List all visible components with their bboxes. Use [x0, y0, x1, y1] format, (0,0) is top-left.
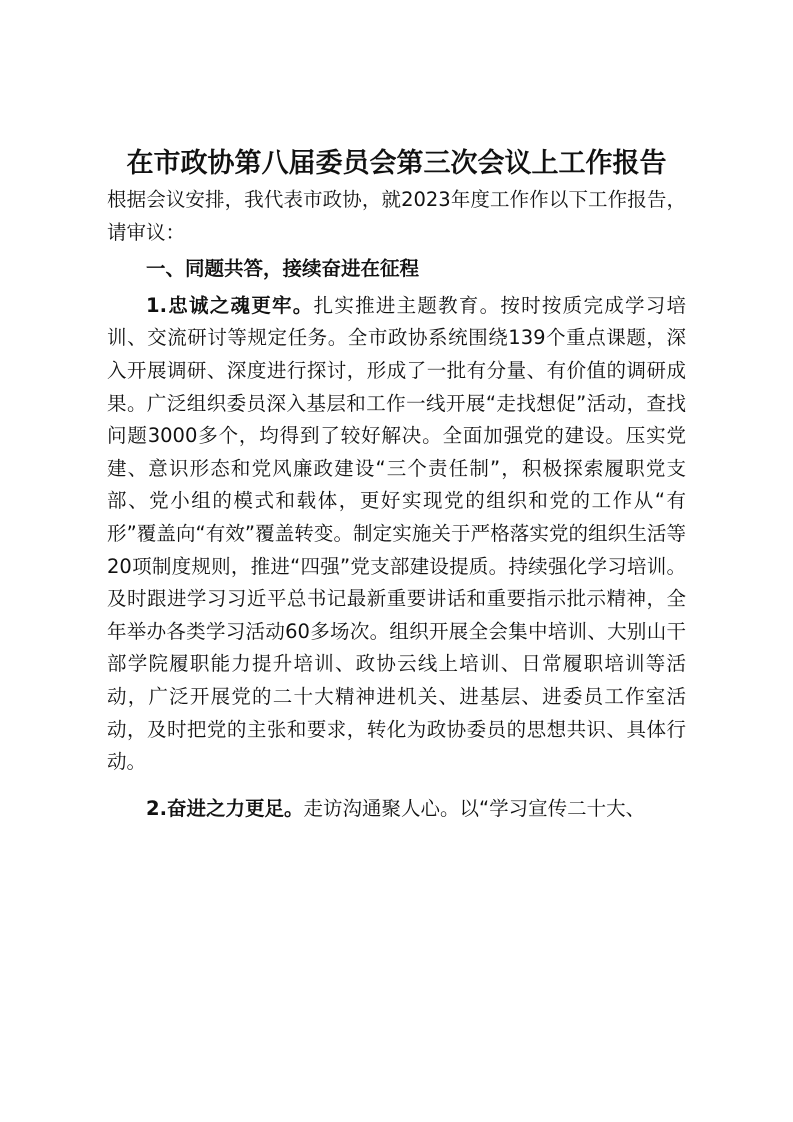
paragraph-lead: 1.忠诚之魂更牢。 — [146, 293, 314, 317]
document-title: 在市政协第八届委员会第三次会议上工作报告 — [126, 148, 667, 179]
paragraph-body: 走访沟通聚人心。以“学习宣传二十大、 — [303, 796, 646, 820]
paragraph-lead: 2.奋进之力更足。 — [146, 796, 304, 820]
body-paragraph-1 — [107, 290, 686, 779]
body-paragraph-2 — [107, 793, 686, 826]
intro-paragraph: 根据会议安排，我代表市政协，就2023年度工作作以下工作报告，请审议： — [107, 188, 686, 244]
paragraph-body: 扎实推进主题教育。按时按质完成学习培训、交流研讨等规定任务。全市政协系统围绕139个重点课题，深入开展调研、深度进行探讨，形成了一批有分量、有价值的调研成果。广泛组织委员深入基层和工作一线开展“走找想促”活动，查找问题3000多个，均得到了较好解决。全面加强党的建设。压实党建、意识形态和党风廉政建设“三个责任制”，积极探索履职党支部、党小组的模式和载体，更好实现党的组织和党的工作从“有形”覆盖向“有效”覆盖转变。制定实施关于严格落实党的组织生活等20项制度规则，推进“四强”党支部建设提质。持续强化学习培训。及时跟进学习习近平总书记最新重要讲话和重要指示批示精神，全年举办各类学习活动60多场次。组织开展全会集中培训、大别山干部学院履职能力提升培训、政协云线上培训、日常履职培训等活动，广泛开展党的二十大精神进机关、进基层、进委员工作室活动，及时把党的主张和要求，转化为政协委员的思想共识、具体行动。 — [107, 293, 686, 774]
section-heading: 一、同题共答，接续奋进在征程 — [146, 257, 420, 281]
